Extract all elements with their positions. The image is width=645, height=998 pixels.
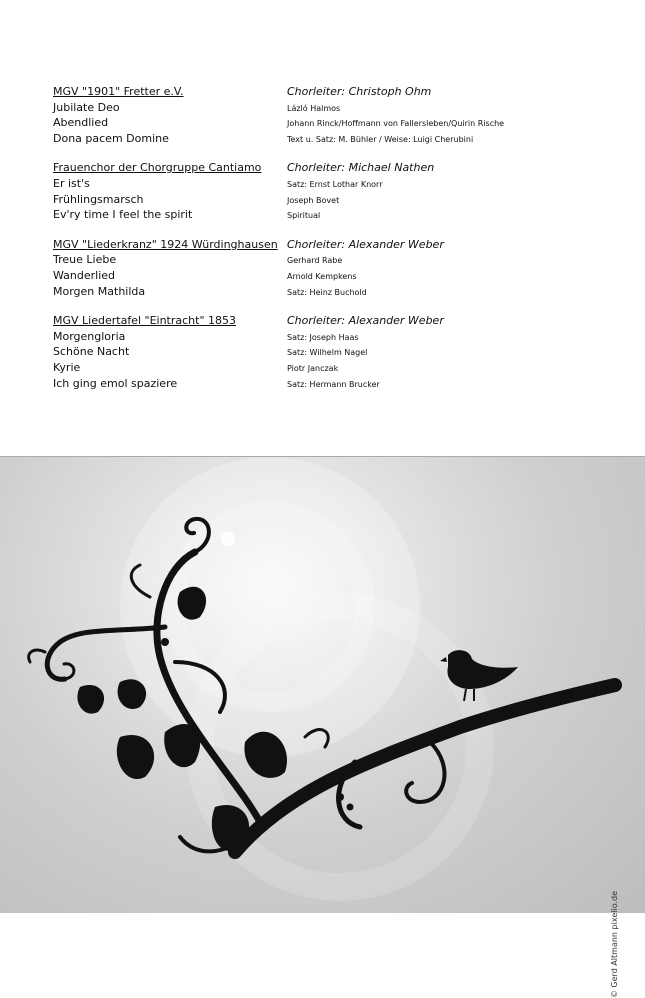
choir-group (53, 314, 623, 392)
song-credit: Satz: Joseph Haas (287, 332, 359, 342)
song-credit: Satz: Hermann Brucker (287, 379, 380, 389)
song-title: Morgengloria (53, 329, 126, 343)
bird (447, 650, 518, 689)
song-credit: Joseph Bovet (287, 195, 340, 205)
choir-name: MGV "1901" Fretter e.V. (53, 85, 184, 98)
conductor-name: Chorleiter: Christoph Ohm (287, 85, 432, 98)
song-row (53, 132, 623, 148)
song-credit: Satz: Ernst Lothar Knorr (287, 179, 383, 189)
leaf (117, 735, 154, 779)
choir-header (53, 238, 623, 254)
song-credit: Gerhard Rabe (287, 256, 343, 266)
branch-and-bird-illustration (0, 457, 645, 913)
light-spot (221, 532, 235, 546)
image-credit: © Gerd Altmann pixelio.de (610, 891, 619, 998)
song-title: Schöne Nacht (53, 345, 130, 359)
conductor-name: Chorleiter: Alexander Weber (287, 314, 444, 328)
song-row (53, 177, 623, 193)
choir-name: Frauenchor der Chorgruppe Cantiamo (53, 161, 262, 175)
song-credit: Johann Rinck/Hoffmann von Fallersleben/Quirin Rische (287, 119, 505, 129)
leaf (77, 685, 104, 714)
song-credit: Satz: Heinz Buchold (287, 287, 367, 297)
song-title: Jubilate Deo (53, 100, 120, 114)
song-row (53, 193, 623, 209)
choir-name: MGV Liedertafel "Eintracht" 1853 (53, 314, 237, 328)
song-title: Ev'ry time I feel the spirit (53, 208, 193, 222)
song-credit: Satz: Wilhelm Nagel (287, 348, 368, 358)
song-title: Abendlied (53, 116, 109, 130)
song-credit: Spiritual (287, 211, 321, 221)
song-row (53, 101, 623, 117)
swirl (29, 650, 45, 662)
berry (336, 793, 344, 801)
song-title: Kyrie (53, 360, 81, 374)
conductor-name: Chorleiter: Alexander Weber (287, 237, 444, 251)
song-title: Treue Liebe (53, 253, 117, 267)
choir-header (53, 161, 623, 177)
choir-header (53, 85, 623, 101)
choir-group (53, 85, 623, 147)
choir-header (53, 314, 623, 330)
song-credit: Piotr Janczak (287, 363, 339, 373)
song-title: Morgen Mathilda (53, 284, 146, 298)
berry (161, 638, 169, 646)
song-row (53, 377, 623, 393)
song-title: Ich ging emol spaziere (53, 376, 178, 390)
song-title: Er ist's (53, 176, 90, 190)
song-row (53, 345, 623, 361)
conductor-name: Chorleiter: Michael Nathen (287, 161, 435, 175)
song-row (53, 208, 623, 224)
concert-program (53, 85, 623, 406)
choir-group (53, 238, 623, 300)
leaf (164, 724, 200, 767)
song-row (53, 285, 623, 301)
song-title: Wanderlied (53, 268, 116, 282)
song-credit: Arnold Kempkens (287, 271, 357, 281)
song-title: Dona pacem Domine (53, 131, 169, 145)
song-row (53, 330, 623, 346)
song-credit: Text u. Satz: M. Bühler / Weise: Luigi Cherubini (287, 134, 474, 144)
choir-group (53, 161, 623, 223)
song-credit: Lázló Halmos (287, 103, 341, 113)
song-row (53, 253, 623, 269)
song-row (53, 116, 623, 132)
song-row (53, 361, 623, 377)
decorative-illustration (0, 456, 645, 998)
choir-name: MGV "Liederkranz" 1924 Würdinghausen (53, 237, 278, 251)
berry (347, 804, 354, 811)
leaf (118, 679, 147, 709)
song-row (53, 269, 623, 285)
song-title: Frühlingsmarsch (53, 192, 144, 206)
